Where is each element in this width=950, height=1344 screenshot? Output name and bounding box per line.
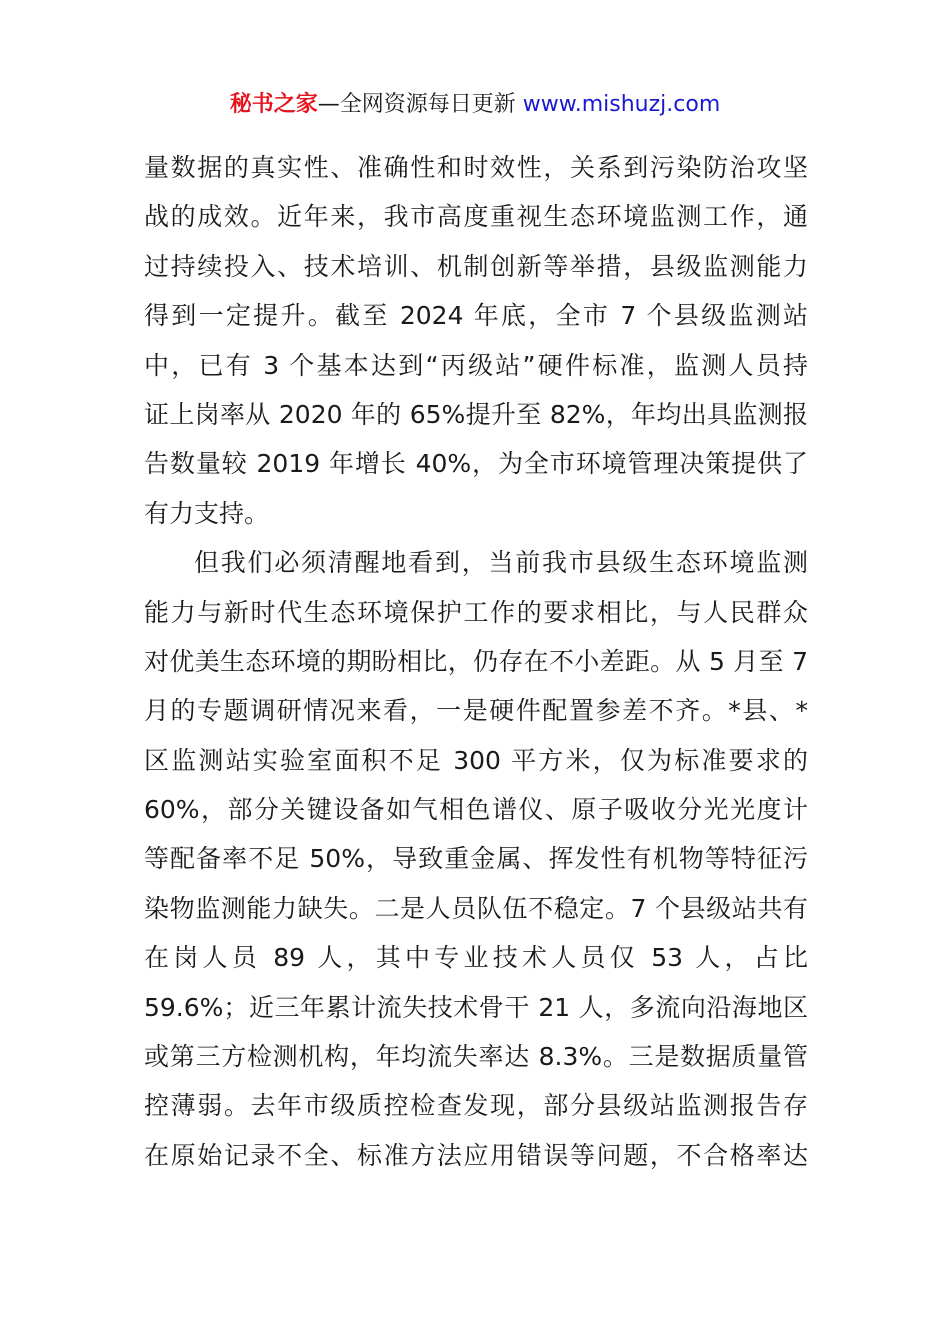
- text-line: 染物监测能力缺失。二是人员队伍不稳定。7 个县级站共有: [144, 893, 808, 923]
- brand-name: 秘书之家: [229, 92, 318, 117]
- text-line: 得到一定提升。截至 2024 年底，全市 7 个县级监测站: [144, 301, 808, 331]
- text-line: 证上岗率从 2020 年的 65%提升至 82%，年均出具监测报: [144, 399, 808, 429]
- text-line: 中，已有 3 个基本达到“丙级站”硬件标准，监测人员持: [144, 350, 808, 380]
- text-line: 或第三方检测机构，年均流失率达 8.3%。三是数据质量管: [144, 1042, 808, 1072]
- paragraph: [144, 143, 808, 538]
- text-line: 在原始记录不全、标准方法应用错误等问题，不合格率达: [144, 1140, 808, 1170]
- text-line: 有力支持。: [144, 498, 270, 528]
- text-line: 对优美生态环境的期盼相比，仍存在不小差距。从 5 月至 7: [144, 646, 808, 676]
- site-link[interactable]: www.mishuzj.com: [522, 92, 721, 117]
- paragraph: [144, 538, 808, 1180]
- text-line: 能力与新时代生态环境保护工作的要求相比，与人民群众: [144, 597, 808, 627]
- text-line: 在岗人员 89 人，其中专业技术人员仅 53 人，占比: [144, 943, 808, 973]
- text-line: 但我们必须清醒地看到，当前我市县级生态环境监测: [194, 548, 808, 578]
- text-line: 等配备率不足 50%，导致重金属、挥发性有机物等特征污: [144, 844, 808, 874]
- text-line: 月的专题调研情况来看，一是硬件配置参差不齐。*县、*: [144, 696, 808, 726]
- document-body: [144, 143, 808, 1180]
- text-line: 60%，部分关键设备如气相色谱仪、原子吸收分光光度计: [144, 795, 808, 825]
- text-line: 59.6%；近三年累计流失技术骨干 21 人，多流向沿海地区: [144, 992, 808, 1022]
- page-header: [0, 88, 950, 122]
- text-line: 过持续投入、技术培训、机制创新等举措，县级监测能力: [144, 251, 808, 281]
- text-line: 战的成效。近年来，我市高度重视生态环境监测工作，通: [144, 202, 808, 232]
- text-line: 区监测站实验室面积不足 300 平方米，仅为标准要求的: [144, 745, 808, 775]
- header-tagline: —全网资源每日更新: [317, 92, 523, 117]
- text-line: 告数量较 2019 年增长 40%，为全市环境管理决策提供了: [144, 449, 808, 479]
- text-line: 控薄弱。去年市级质控检查发现，部分县级站监测报告存: [144, 1091, 808, 1121]
- text-line: 量数据的真实性、准确性和时效性，关系到污染防治攻坚: [144, 153, 808, 182]
